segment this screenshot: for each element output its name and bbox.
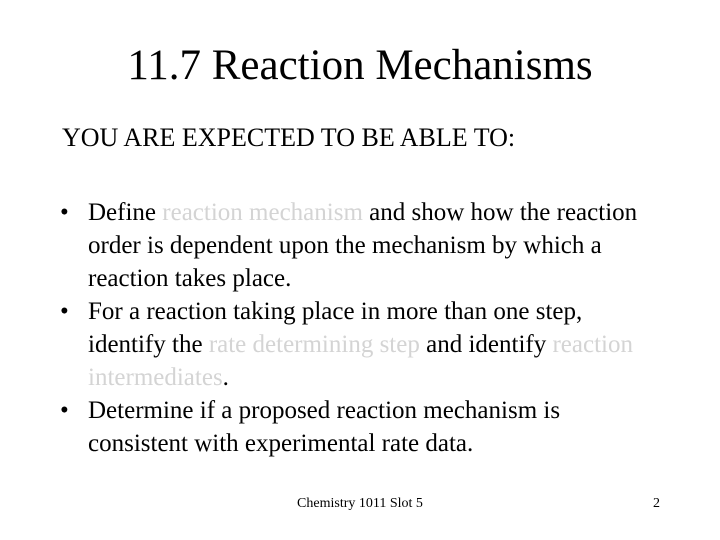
- slide-subtitle: YOU ARE EXPECTED TO BE ABLE TO:: [62, 123, 516, 152]
- bullet-glyph: •: [60, 298, 69, 325]
- key-term: reaction intermediates: [88, 331, 633, 391]
- key-term: rate determining step: [208, 331, 420, 358]
- bullet-text: .: [222, 364, 229, 391]
- key-term: reaction mechanism: [162, 199, 363, 226]
- bullet-glyph: •: [60, 199, 69, 226]
- bullet-text: Determine if a proposed reaction mechanism is consistent with experimental rate data.: [88, 397, 561, 457]
- bullet-text: and show how the reaction order is dependent upon the mechanism by which a reaction takes place.: [88, 199, 638, 292]
- bullet-item: [60, 196, 660, 295]
- bullet-item: [60, 295, 660, 394]
- bullet-glyph: •: [60, 397, 69, 424]
- slide-title: 11.7 Reaction Mechanisms: [127, 42, 593, 89]
- slide-footer: Chemistry 1011 Slot 5: [297, 496, 423, 511]
- bullet-list: [60, 196, 660, 460]
- bullet-text: and identify: [419, 331, 553, 358]
- bullet-text: For a reaction taking place in more than one step, identify the: [88, 298, 583, 358]
- page-number: 2: [653, 496, 660, 511]
- bullet-item: [60, 394, 660, 460]
- bullet-text: Define: [88, 199, 163, 226]
